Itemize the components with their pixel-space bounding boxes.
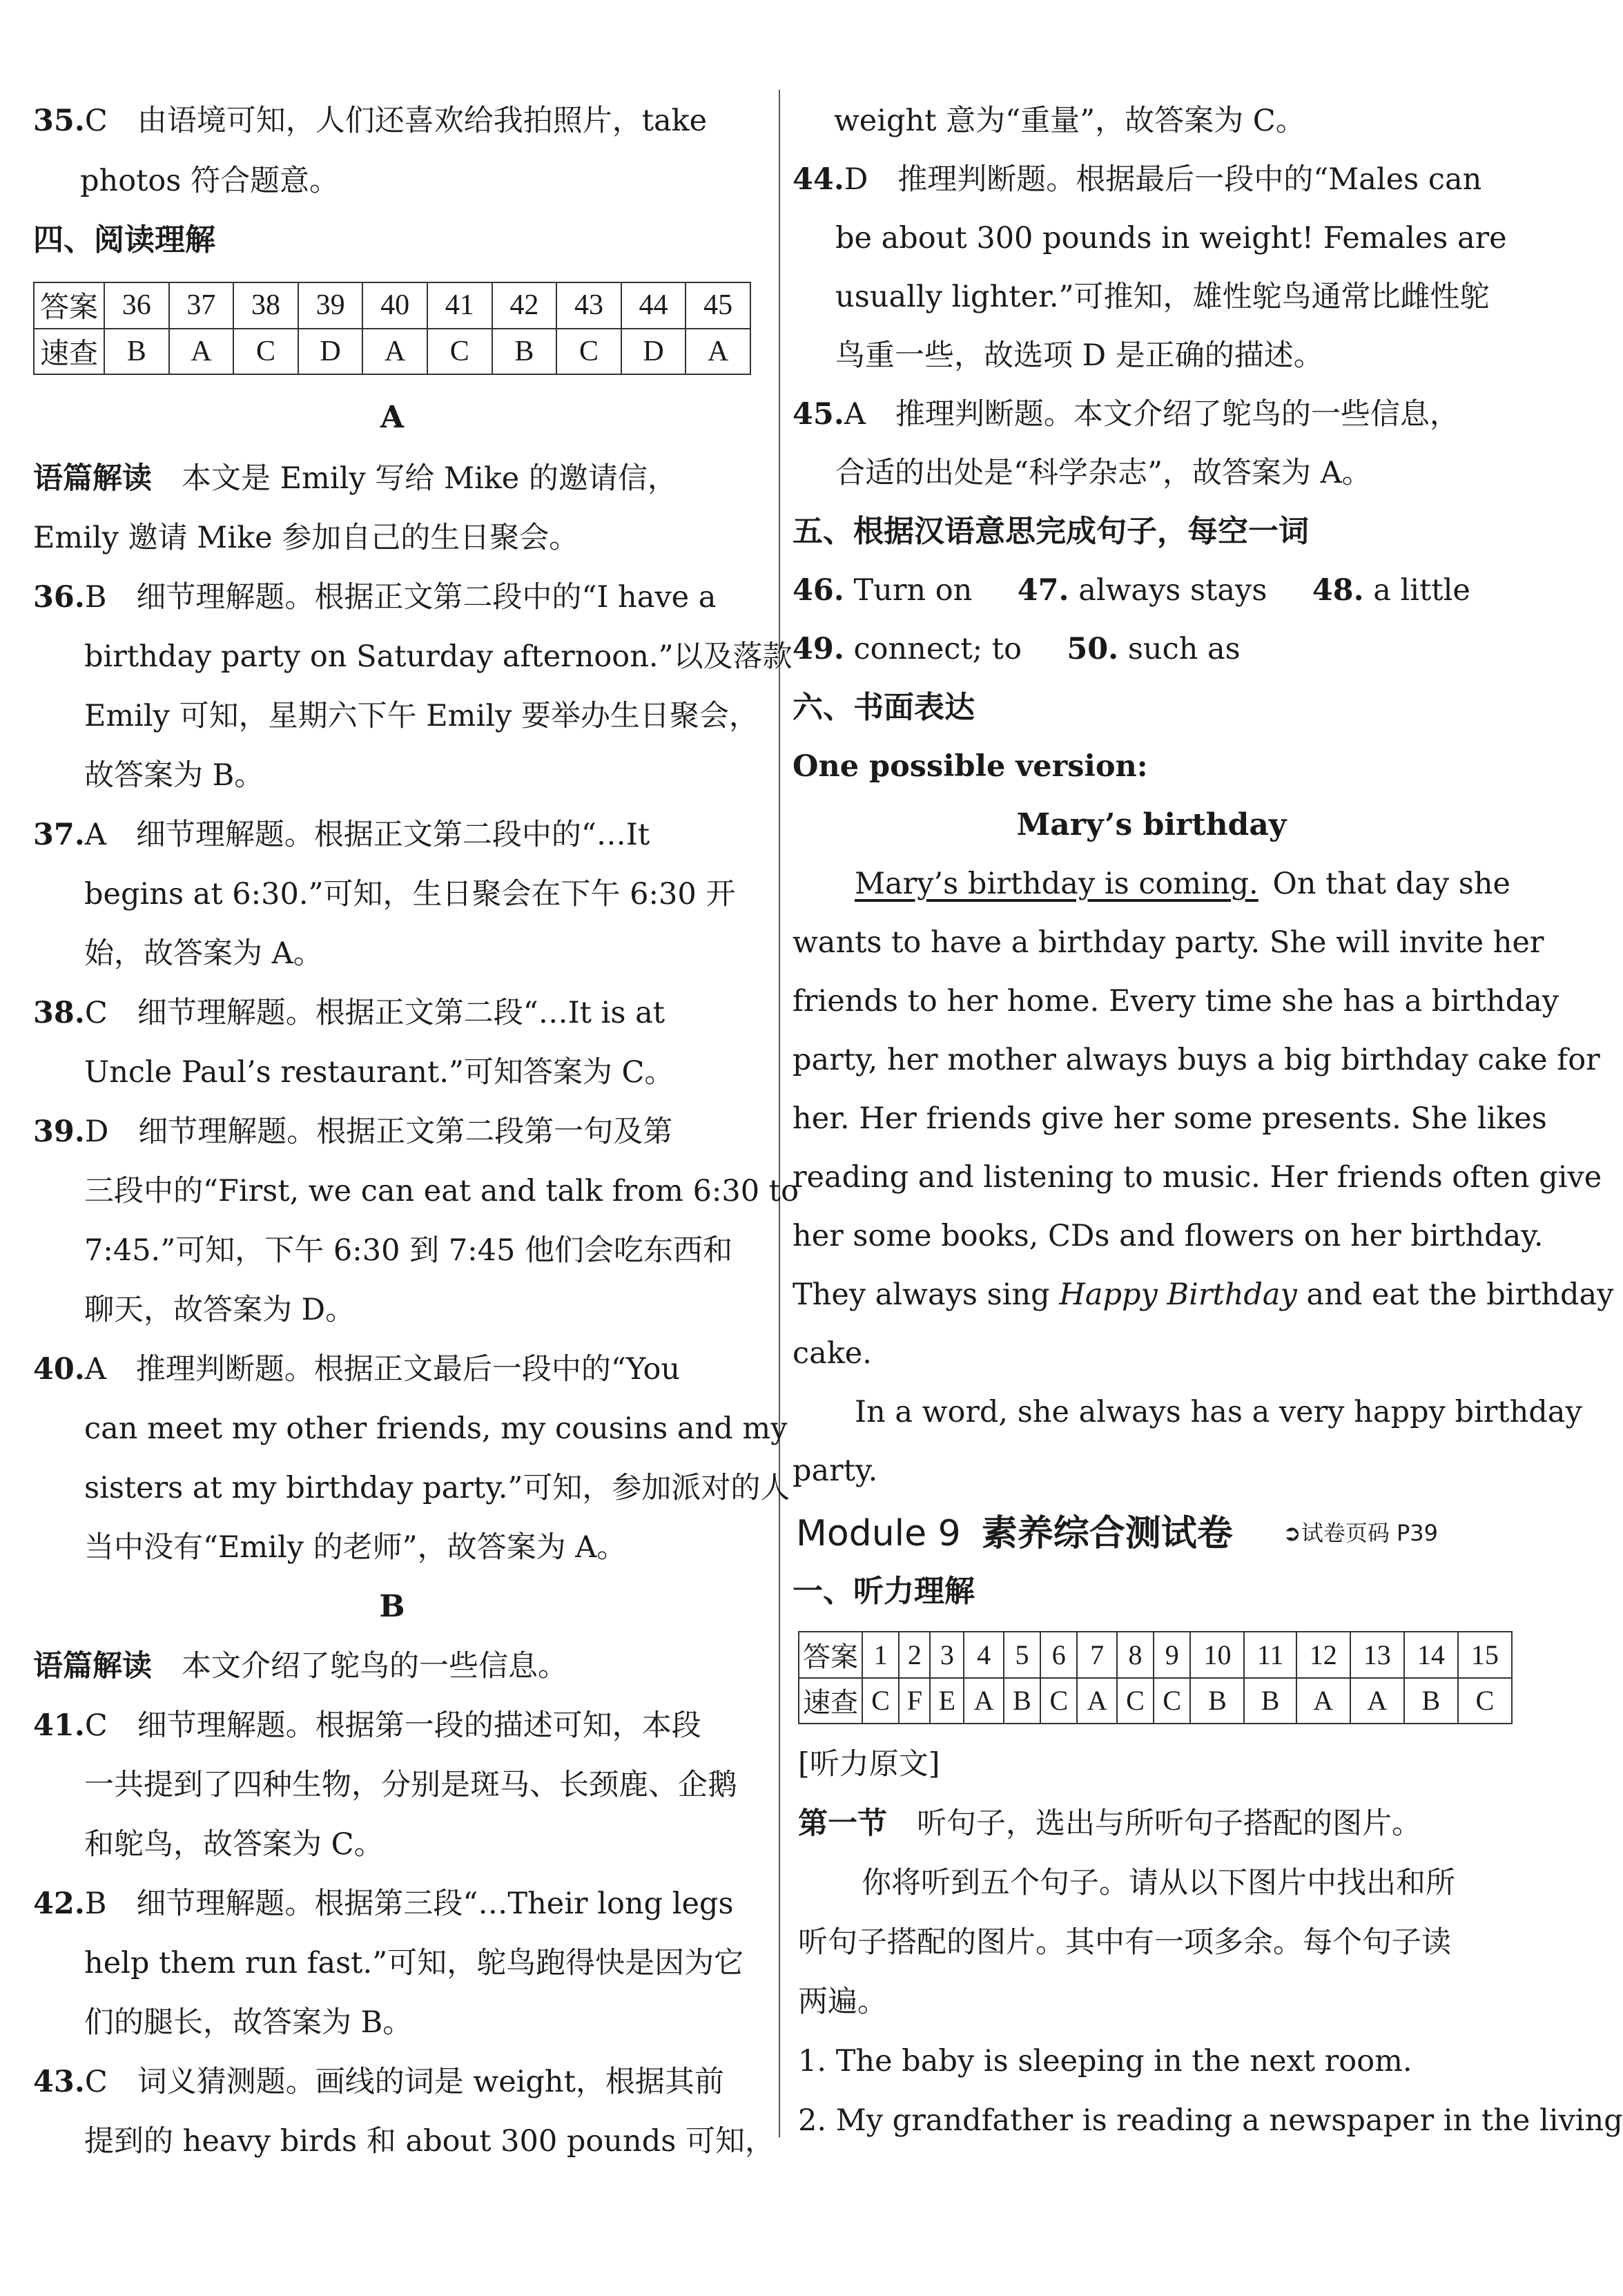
question-number-cell: 45 bbox=[686, 282, 750, 329]
essay-line9: cake. bbox=[793, 1336, 872, 1371]
question-number-cell: 7 bbox=[1077, 1632, 1116, 1678]
sentence-1: 1. The baby is sleeping in the next room. bbox=[798, 2044, 1412, 2078]
passage-a-reading-line1: 语篇解读 本文是 Emily 写给 Mike 的邀请信， bbox=[33, 461, 677, 496]
q43-continued: weight 意为“重量”，故答案为 C。 bbox=[834, 104, 1305, 138]
essay-line3: friends to her home. Every time she has a birthday bbox=[793, 984, 1559, 1019]
table-label: 速查 bbox=[799, 1678, 862, 1724]
q39-line2: 三段中的“First, we can eat and talk from 6:30 to bbox=[84, 1174, 799, 1208]
q43-line1: 43.C 词义猜测题。画线的词是 weight，根据其前 bbox=[33, 2065, 724, 2099]
q36-line3: Emily 可知，星期六下午 Emily 要举办生日聚会， bbox=[84, 699, 759, 733]
essay-p2-line2: party. bbox=[793, 1454, 878, 1488]
q42-line2: help them run fast.”可知，鸵鸟跑得快是因为它 bbox=[84, 1946, 744, 1980]
answer-cell: C bbox=[556, 329, 621, 375]
question-number-cell: 14 bbox=[1404, 1632, 1458, 1678]
q37-line2: begins at 6:30.”可知，生日聚会在下午 6:30 开 bbox=[84, 877, 736, 911]
answer-cell: F bbox=[899, 1678, 930, 1724]
answer-cell: B bbox=[492, 329, 557, 375]
instructions-line3: 两遍。 bbox=[798, 1985, 887, 2019]
answer-cell: B bbox=[1004, 1678, 1040, 1724]
essay-line4: party, her mother always buys a big birthday cake for bbox=[793, 1043, 1600, 1077]
q40-line1: 40.A 推理判断题。根据正文最后一段中的“You bbox=[33, 1352, 681, 1387]
listening-script-title: [听力原文] bbox=[798, 1747, 940, 1782]
passage-a-reading-line2: Emily 邀请 Mike 参加自己的生日聚会。 bbox=[33, 521, 579, 555]
module-title: Module 9 素养综合测试卷 bbox=[796, 1513, 1233, 1554]
answer-cell: D bbox=[621, 329, 686, 375]
answer-cell: A bbox=[362, 329, 427, 375]
question-number-cell: 39 bbox=[298, 282, 363, 329]
question-number-cell: 10 bbox=[1190, 1632, 1244, 1678]
answer-cell: C bbox=[1117, 1678, 1154, 1724]
answer-cell: C bbox=[1040, 1678, 1077, 1724]
q38-line1: 38.C 细节理解题。根据正文第二段“…It is at bbox=[33, 996, 665, 1030]
answer-cell: B bbox=[104, 329, 169, 375]
answer-cell: A bbox=[686, 329, 750, 375]
passage-b-letter: B bbox=[379, 1589, 405, 1624]
part1-line: 第一节 听句子，选出与所听句子搭配的图片。 bbox=[798, 1806, 1421, 1841]
answer-cell: A bbox=[1350, 1678, 1404, 1724]
question-number-cell: 41 bbox=[427, 282, 492, 329]
section-4-title: 四、阅读理解 bbox=[33, 222, 215, 258]
fill-answers-row2: 49. connect; to 50. such as bbox=[793, 632, 1241, 666]
answer-table-1 bbox=[798, 1631, 1513, 1724]
column-divider bbox=[779, 90, 780, 2137]
essay-title: Mary’s birthday bbox=[1016, 807, 1287, 842]
q40-line2: can meet my other friends, my cousins and my bbox=[84, 1411, 788, 1446]
instructions-line2: 听句子搭配的图片。其中有一项多余。每个句子读 bbox=[798, 1925, 1451, 1960]
question-number-cell: 6 bbox=[1040, 1632, 1077, 1678]
sentence-2: 2. My grandfather is reading a newspaper in the living bbox=[798, 2103, 1623, 2138]
answer-cell: C bbox=[233, 329, 298, 375]
q36-line1: 36.B 细节理解题。根据正文第二段中的“I have a bbox=[33, 580, 717, 615]
table-label: 速查 bbox=[34, 329, 104, 375]
page-reference: ➲试卷页码 P39 bbox=[1283, 1520, 1439, 1546]
question-number-cell: 43 bbox=[556, 282, 621, 329]
q40-line3: sisters at my birthday party.”可知，参加派对的人 bbox=[84, 1471, 790, 1505]
essay-line8: They always sing Happy Birthday and eat the birthday bbox=[793, 1277, 1614, 1312]
essay-line2: wants to have a birthday party. She will invite her bbox=[793, 925, 1544, 960]
answer-cell: A bbox=[169, 329, 234, 375]
section-1-title: 一、听力理解 bbox=[793, 1574, 975, 1609]
essay-line5: her. Her friends give her some presents. She likes bbox=[793, 1101, 1547, 1136]
question-number-cell: 44 bbox=[621, 282, 686, 329]
answer-cell: C bbox=[1458, 1678, 1512, 1724]
q35-line2: photos 符合题意。 bbox=[80, 164, 340, 198]
q42-line3: 们的腿长，故答案为 B。 bbox=[84, 2005, 413, 2040]
answer-cell: B bbox=[1190, 1678, 1244, 1724]
q39-line1: 39.D 细节理解题。根据正文第二段第一句及第 bbox=[33, 1115, 673, 1149]
q42-line1: 42.B 细节理解题。根据第三段“…Their long legs bbox=[33, 1887, 734, 1921]
answer-cell: A bbox=[1296, 1678, 1350, 1724]
answer-cell: A bbox=[964, 1678, 1003, 1724]
q45-line2: 合适的出处是“科学杂志”，故答案为 A。 bbox=[835, 456, 1372, 490]
question-number-cell: 2 bbox=[899, 1632, 930, 1678]
question-number-cell: 13 bbox=[1350, 1632, 1404, 1678]
essay-line6: reading and listening to music. Her friends often give bbox=[793, 1160, 1602, 1195]
question-number-cell: 1 bbox=[862, 1632, 899, 1678]
q36-line2: birthday party on Saturday afternoon.”以及落款 bbox=[84, 639, 793, 674]
answer-cell: A bbox=[1077, 1678, 1116, 1724]
answer-cell: E bbox=[930, 1678, 964, 1724]
table-label: 答案 bbox=[34, 282, 104, 329]
question-number-cell: 9 bbox=[1154, 1632, 1190, 1678]
q44-line1: 44.D 推理判断题。根据最后一段中的“Males can bbox=[793, 162, 1482, 197]
q38-line2: Uncle Paul’s restaurant.”可知答案为 C。 bbox=[84, 1055, 674, 1090]
question-number-cell: 4 bbox=[964, 1632, 1003, 1678]
q39-line4: 聊天，故答案为 D。 bbox=[84, 1293, 356, 1327]
q44-line3: usually lighter.”可推知，雄性鸵鸟通常比雌性鸵 bbox=[835, 280, 1490, 314]
question-number-cell: 37 bbox=[169, 282, 234, 329]
question-number-cell: 8 bbox=[1117, 1632, 1154, 1678]
q37-line3: 始，故答案为 A。 bbox=[84, 936, 323, 971]
q44-line4: 鸟重一些，故选项 D 是正确的描述。 bbox=[835, 338, 1323, 373]
essay-intro: One possible version: bbox=[793, 749, 1148, 784]
question-number-cell: 12 bbox=[1296, 1632, 1350, 1678]
answer-cell: B bbox=[1244, 1678, 1296, 1724]
question-number-cell: 5 bbox=[1004, 1632, 1040, 1678]
fill-answers-row1: 46. Turn on 47. always stays 48. a little bbox=[793, 573, 1470, 608]
instructions-line1: 你将听到五个句子。请从以下图片中找出和所 bbox=[862, 1866, 1455, 1900]
q43-line2: 提到的 heavy birds 和 about 300 pounds 可知， bbox=[84, 2124, 775, 2159]
q37-line1: 37.A 细节理解题。根据正文第二段中的“…It bbox=[33, 818, 650, 852]
question-number-cell: 3 bbox=[930, 1632, 964, 1678]
question-number-cell: 38 bbox=[233, 282, 298, 329]
answer-table-4 bbox=[33, 282, 751, 375]
essay-p2-line1: In a word, she always has a very happy birthday bbox=[855, 1395, 1582, 1429]
q39-line3: 7:45.”可知，下午 6:30 到 7:45 他们会吃东西和 bbox=[84, 1233, 733, 1268]
question-number-cell: 40 bbox=[362, 282, 427, 329]
question-number-cell: 11 bbox=[1244, 1632, 1296, 1678]
q41-line3: 和鸵鸟，故答案为 C。 bbox=[84, 1827, 384, 1862]
q41-line1: 41.C 细节理解题。根据第一段的描述可知，本段 bbox=[33, 1708, 701, 1743]
answer-cell: C bbox=[427, 329, 492, 375]
q44-line2: be about 300 pounds in weight! Females are bbox=[835, 221, 1507, 255]
question-number-cell: 15 bbox=[1458, 1632, 1512, 1678]
passage-b-reading: 语篇解读 本文介绍了鸵鸟的一些信息。 bbox=[33, 1649, 567, 1684]
section-6-title: 六、书面表达 bbox=[793, 690, 975, 725]
q41-line2: 一共提到了四种生物，分别是斑马、长颈鹿、企鹅 bbox=[84, 1768, 737, 1802]
q45-line1: 45.A 推理判断题。本文介绍了鸵鸟的一些信息， bbox=[793, 397, 1459, 432]
answer-cell: C bbox=[862, 1678, 899, 1724]
answer-cell: B bbox=[1404, 1678, 1458, 1724]
question-number-cell: 42 bbox=[492, 282, 557, 329]
passage-a-letter: A bbox=[380, 400, 405, 435]
section-5-title: 五、根据汉语意思完成句子，每空一词 bbox=[793, 514, 1309, 549]
essay-line1: Mary’s birthday is coming. On that day she bbox=[855, 867, 1510, 901]
question-number-cell: 36 bbox=[104, 282, 169, 329]
essay-line7: her some books, CDs and flowers on her birthday. bbox=[793, 1219, 1544, 1253]
table-label: 答案 bbox=[799, 1632, 862, 1678]
q40-line4: 当中没有“Emily 的老师”，故答案为 A。 bbox=[84, 1530, 627, 1565]
q35-line1: 35.C 由语境可知，人们还喜欢给我拍照片，take bbox=[33, 104, 708, 138]
answer-cell: D bbox=[298, 329, 363, 375]
q36-line4: 故答案为 B。 bbox=[84, 758, 264, 793]
answer-cell: C bbox=[1154, 1678, 1190, 1724]
